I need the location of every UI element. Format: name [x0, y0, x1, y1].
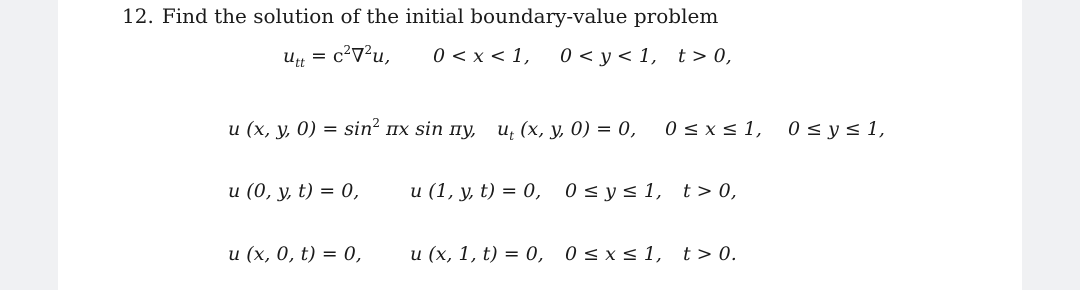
- boundary-y-domain-t: t > 0.: [683, 243, 737, 265]
- problem-number: 12.: [122, 4, 154, 28]
- pde-domain-y: 0 < y < 1,: [560, 45, 657, 67]
- boundary-y-domain-x: 0 ≤ x ≤ 1,: [565, 243, 662, 265]
- boundary-x-domain-t: t > 0,: [683, 180, 737, 202]
- pde-domain-t: t > 0,: [678, 45, 732, 67]
- initial-domain-x: 0 ≤ x ≤ 1,: [665, 118, 762, 140]
- boundary-x-domain-y: 0 ≤ y ≤ 1,: [565, 180, 662, 202]
- problem-statement: Find the solution of the initial boundary-value problem: [161, 4, 719, 28]
- boundary-top: u (x, 1, t) = 0,: [410, 243, 544, 265]
- initial-velocity: $u_t$ (x, y, 0) = 0,: [497, 118, 637, 143]
- boundary-right: u (1, y, t) = 0,: [410, 180, 542, 202]
- boundary-bottom: u (x, 0, t) = 0,: [228, 243, 362, 265]
- initial-domain-y: 0 ≤ y ≤ 1,: [788, 118, 885, 140]
- pde-equation: $u_{tt} = c^2\nabla^2u$,: [283, 43, 391, 70]
- boundary-left: u (0, y, t) = 0,: [228, 180, 360, 202]
- problem-heading: [122, 4, 718, 28]
- initial-displacement: u (x, y, $0) = \sin^2 \pi x$ sin πy,: [228, 116, 477, 140]
- pde-domain-x: 0 < x < 1,: [433, 45, 530, 67]
